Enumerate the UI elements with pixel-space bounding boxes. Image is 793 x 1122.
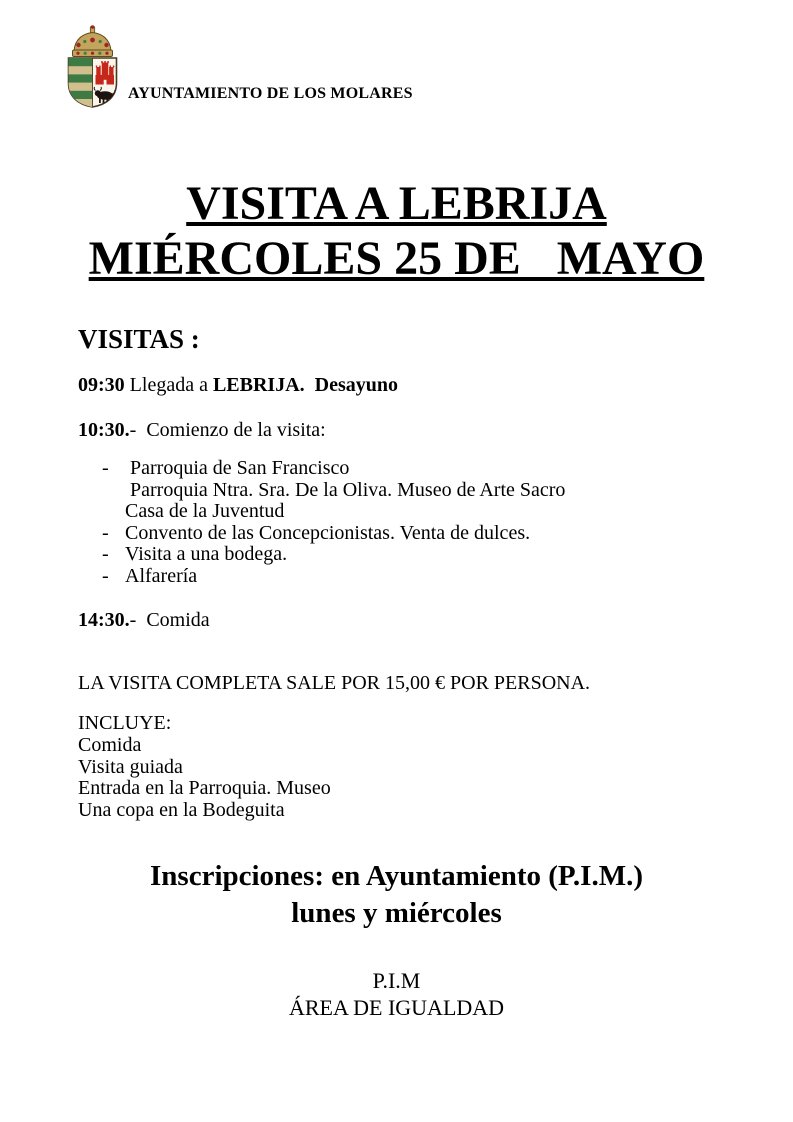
start-text: - Comienzo de la visita: bbox=[129, 419, 326, 441]
list-dash bbox=[102, 501, 125, 523]
schedule-line-lunch bbox=[78, 609, 210, 631]
header bbox=[64, 24, 413, 108]
title-line-2: MIÉRCOLES 25 DE MAYO bbox=[88, 232, 705, 285]
arrival-time: 09:30 bbox=[78, 374, 125, 396]
includes-item: Visita guiada bbox=[78, 755, 183, 778]
list-item: Casa de la Juventud bbox=[78, 501, 565, 523]
includes-block bbox=[78, 713, 331, 822]
includes-item: Entrada en la Parroquia. Museo bbox=[78, 777, 331, 800]
arrival-destination: LEBRIJA. Desayuno bbox=[212, 374, 398, 396]
schedule-line-arrival bbox=[78, 374, 398, 396]
org-name: AYUNTAMIENTO DE LOS MOLARES bbox=[128, 85, 413, 102]
list-item: - Parroquia de San Francisco bbox=[102, 457, 350, 479]
inscriptions-line-2: lunes y miércoles bbox=[291, 897, 502, 929]
inscriptions-block bbox=[0, 858, 793, 932]
footer bbox=[0, 968, 793, 1021]
crown-icon bbox=[73, 25, 113, 56]
footer-line-area: ÁREA DE IGUALDAD bbox=[288, 994, 505, 1020]
includes-item: Una copa en la Bodeguita bbox=[78, 799, 285, 822]
page-title bbox=[0, 176, 793, 286]
lunch-time: 14:30. bbox=[78, 609, 130, 631]
includes-item: Comida bbox=[78, 733, 142, 756]
price-line: LA VISITA COMPLETA SALE POR 15,00 € POR PERSONA. bbox=[78, 672, 591, 694]
list-dash bbox=[102, 480, 125, 502]
stops-list bbox=[78, 458, 565, 587]
title-line-1: VISITA A LEBRIJA bbox=[186, 177, 607, 230]
list-item: - Visita a una bodega. bbox=[102, 543, 288, 565]
list-dash: - bbox=[102, 543, 109, 565]
includes-heading: INCLUYE: bbox=[78, 712, 172, 734]
coat-of-arms-icon bbox=[64, 24, 121, 108]
list-item: Parroquia Ntra. Sra. De la Oliva. Museo de Arte Sacro bbox=[78, 480, 565, 502]
inscriptions-line-1: Inscripciones: en Ayuntamiento (P.I.M.) bbox=[150, 860, 643, 892]
footer-line-pim: P.I.M bbox=[372, 968, 421, 993]
list-dash: - bbox=[102, 457, 109, 479]
start-time: 10:30. bbox=[78, 419, 130, 441]
list-item: - Alfarería bbox=[102, 564, 198, 587]
shield-icon bbox=[69, 58, 117, 107]
arrival-text: Llegada a bbox=[124, 374, 213, 396]
schedule-line-start bbox=[78, 419, 326, 441]
list-dash: - bbox=[102, 521, 109, 544]
list-dash: - bbox=[102, 564, 109, 587]
lunch-text: - Comida bbox=[129, 609, 210, 631]
visits-heading: VISITAS : bbox=[78, 324, 200, 354]
list-item: - Convento de las Concepcionistas. Venta de dulces. bbox=[102, 521, 531, 544]
